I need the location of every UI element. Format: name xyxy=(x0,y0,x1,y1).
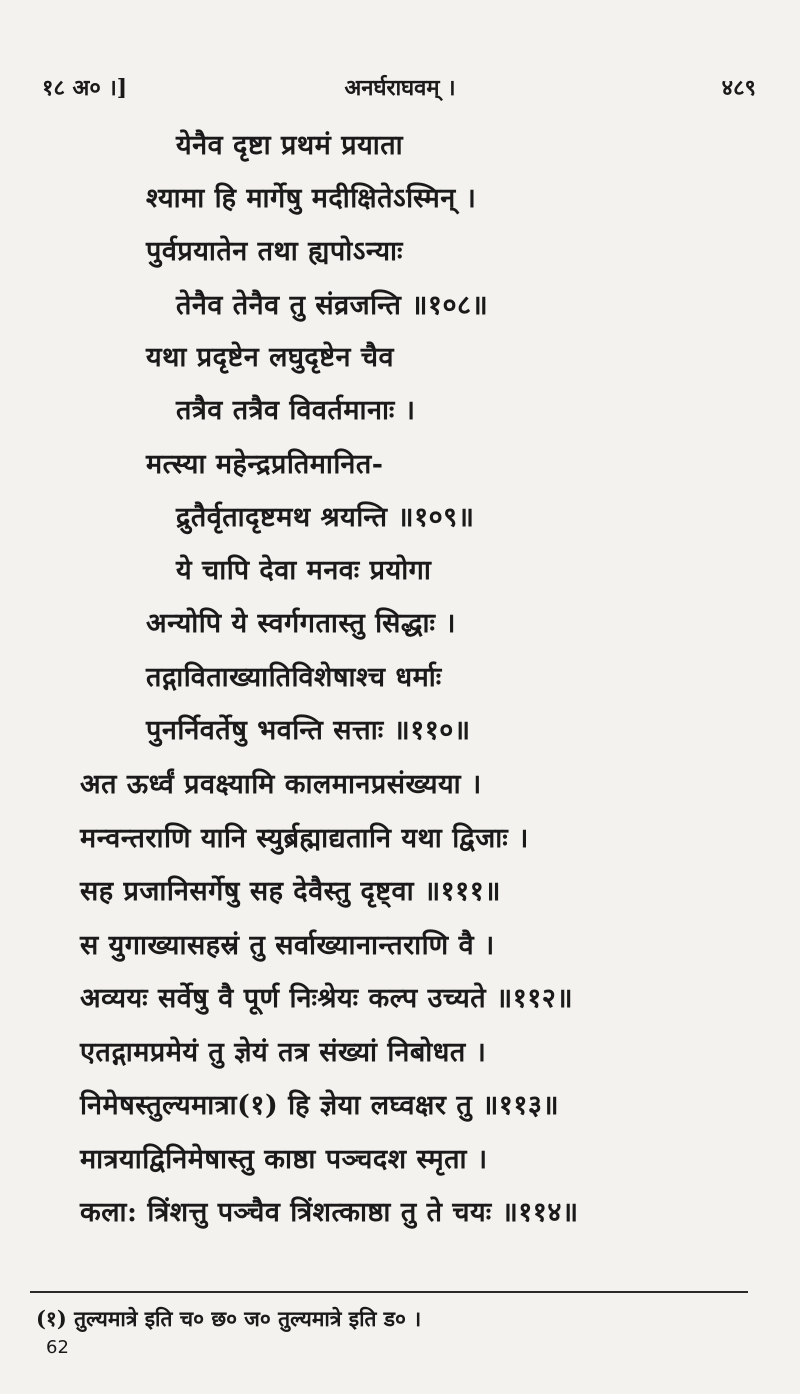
verse-line: येनैव दृष्टा प्रथमं प्रयाता xyxy=(176,130,404,161)
footnote: (१) तुल्यमात्रे इति च० छ० ज० तुल्यमात्रे इति ड० । xyxy=(36,1306,422,1331)
verse-line: तेनैव तेनैव तु संव्रजन्ति ॥१०८॥ xyxy=(176,290,489,321)
verse-line: मत्स्या महेन्द्रप्रतिमानित- xyxy=(146,449,384,480)
verse-line: यथा प्रदृष्टेन लघुदृष्टेन चैव xyxy=(146,342,395,373)
verse-line: अन्योपि ये स्वर्गगतास्तु सिद्धाः । xyxy=(146,608,457,639)
verse-line: सह प्रजानिसर्गेषु सह देवैस्तु दृष्ट्वा ॥१११॥ xyxy=(80,876,501,907)
verse-line: तद्गाविताख्यातिविशेषाश्च धर्माः xyxy=(146,662,442,693)
running-head xyxy=(30,66,770,106)
verse-line: द्रुतैर्वृतादृष्टमथ श्रयन्ति ॥१०९॥ xyxy=(176,502,475,533)
running-head-left: १८ अ० ।] xyxy=(42,75,128,101)
verse-line: पुनर्निवर्तेषु भवन्ति सत्ताः ॥११०॥ xyxy=(146,715,471,746)
page-number: 62 xyxy=(46,1337,69,1358)
verse-line: ये चापि देवा मनवः प्रयोगा xyxy=(176,555,432,586)
verse-line: श्यामा हि मार्गेषु मदीक्षितेऽस्मिन् । xyxy=(146,183,477,214)
verse-line: स युगाख्यासहस्रं तु सर्वाख्यानान्तराणि वै । xyxy=(80,930,495,961)
verse-line: कला: त्रिंशत्तु पञ्चैव त्रिंशत्काष्ठा तु ते चयः ॥११४॥ xyxy=(80,1197,579,1228)
running-head-title: अनर्घराघवम् । xyxy=(344,75,456,101)
verse-line: अत ऊर्ध्वं प्रवक्ष्यामि कालमानप्रसंख्यया । xyxy=(80,769,482,800)
verse-line: निमेषस्तुल्यमात्रा(१) हि ज्ञेया लघ्वक्षर तु ॥११३॥ xyxy=(80,1090,560,1121)
verse-line: एतद्गामप्रमेयं तु ज्ञेयं तत्र संख्यां निबोधत । xyxy=(80,1037,487,1068)
running-head-folio: ४८९ xyxy=(721,75,756,101)
verse-line: अव्ययः सर्वेषु वै पूर्ण निःश्रेयः कल्प उच्यते ॥११२॥ xyxy=(80,983,573,1014)
verse-line: पुर्वप्रयातेन तथा ह्यपोऽन्याः xyxy=(146,236,403,267)
verse-line: मन्वन्तराणि यानि स्युर्ब्रह्माद्यतानि यथा द्विजाः । xyxy=(80,823,529,854)
verse-line: मात्रयाद्विनिमेषास्तु काष्ठा पञ्चदश स्मृता । xyxy=(80,1144,488,1175)
verse-line: तत्रैव तत्रैव विवर्तमानाः । xyxy=(176,395,416,426)
footnote-divider xyxy=(30,1291,748,1293)
